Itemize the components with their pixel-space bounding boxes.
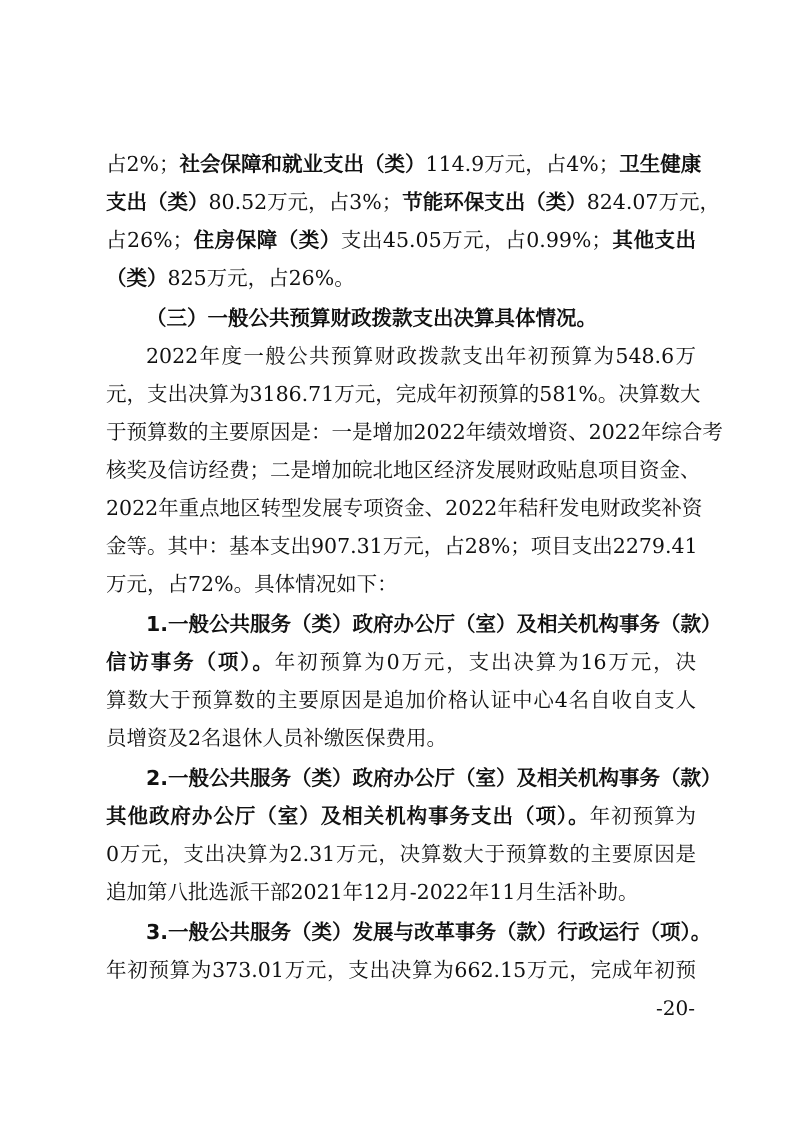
paragraph-line: 核奖及信访经费；二是增加皖北地区经济发展财政贴息项目资金、 [106,458,701,482]
page-number: -20- [656,996,695,1020]
bold-text: 住房保障（类） [193,228,341,252]
bold-text: 卫生健康 [619,152,702,176]
bold-text: 支出（类） [106,190,209,214]
text-fragment: 占2%； [106,152,180,176]
text-line [106,643,696,681]
text-fragment: 824.07万元， [586,190,720,214]
text-line [106,221,696,259]
item-heading: 1.一般公共服务（类）政府办公厅（室）及相关机构事务（款） [146,612,722,636]
paragraph-line: 追加第八批选派干部2021年12月-2022年11月生活补助。 [106,880,639,904]
paragraph-line: 2022年重点地区转型发展专项资金、2022年秸秆发电财政奖补资 [106,496,703,520]
bold-text: 其他政府办公厅（室）及相关机构事务支出（项）。 [106,804,590,828]
paragraph-line: 年初预算为373.01万元，支出决算为662.15万元，完成年初预 [106,958,696,982]
text-line [106,145,702,183]
text-line [106,797,696,835]
paragraph-line: 金等。其中：基本支出907.31万元，占28%；项目支出2279.41 [106,534,698,558]
text-fragment: 114.9万元，占4%； [425,152,620,176]
text-fragment: 80.52万元，占3%； [208,190,403,214]
paragraph-line: 于预算数的主要原因是：一是增加2022年绩效增资、2022年综合考 [106,420,723,444]
item-heading: 3.一般公共服务（类）发展与改革事务（款）行政运行（项）。 [146,920,712,944]
section-heading: （三）一般公共预算财政拨款支出决算具体情况。 [146,306,597,330]
bold-text: 社会保障和就业支出（类） [179,152,426,176]
text-fragment: 825万元，占26%。 [167,266,355,290]
bold-text: 信访事务（项）。 [106,650,275,674]
paragraph-line: 万元，占72%。具体情况如下： [106,572,398,596]
paragraph-line: 算数大于预算数的主要原因是追加价格认证中心4名自收自支人 [106,688,696,712]
paragraph-line: 员增资及2名退休人员补缴医保费用。 [106,726,448,750]
text-fragment: 占26%； [106,228,194,252]
text-line [106,183,720,221]
paragraph-line: 0万元，支出决算为2.31万元，决算数大于预算数的主要原因是 [106,842,696,866]
text-fragment: 年初预算为 [589,804,697,828]
bold-text: （类） [106,266,168,290]
paragraph-line: 2022年度一般公共预算财政拨款支出年初预算为548.6万 [146,344,696,368]
paragraph-line: 元，支出决算为3186.71万元，完成年初预算的581%。决算数大 [106,382,701,406]
text-fragment: 年初预算为0万元，支出决算为16万元，决 [274,650,696,674]
text-line [106,259,696,297]
text-fragment: 支出45.05万元，占0.99%； [340,228,612,252]
item-heading: 2.一般公共服务（类）政府办公厅（室）及相关机构事务（款） [146,766,722,790]
bold-text: 节能环保支出（类） [402,190,587,214]
bold-text: 其他支出 [611,228,697,252]
